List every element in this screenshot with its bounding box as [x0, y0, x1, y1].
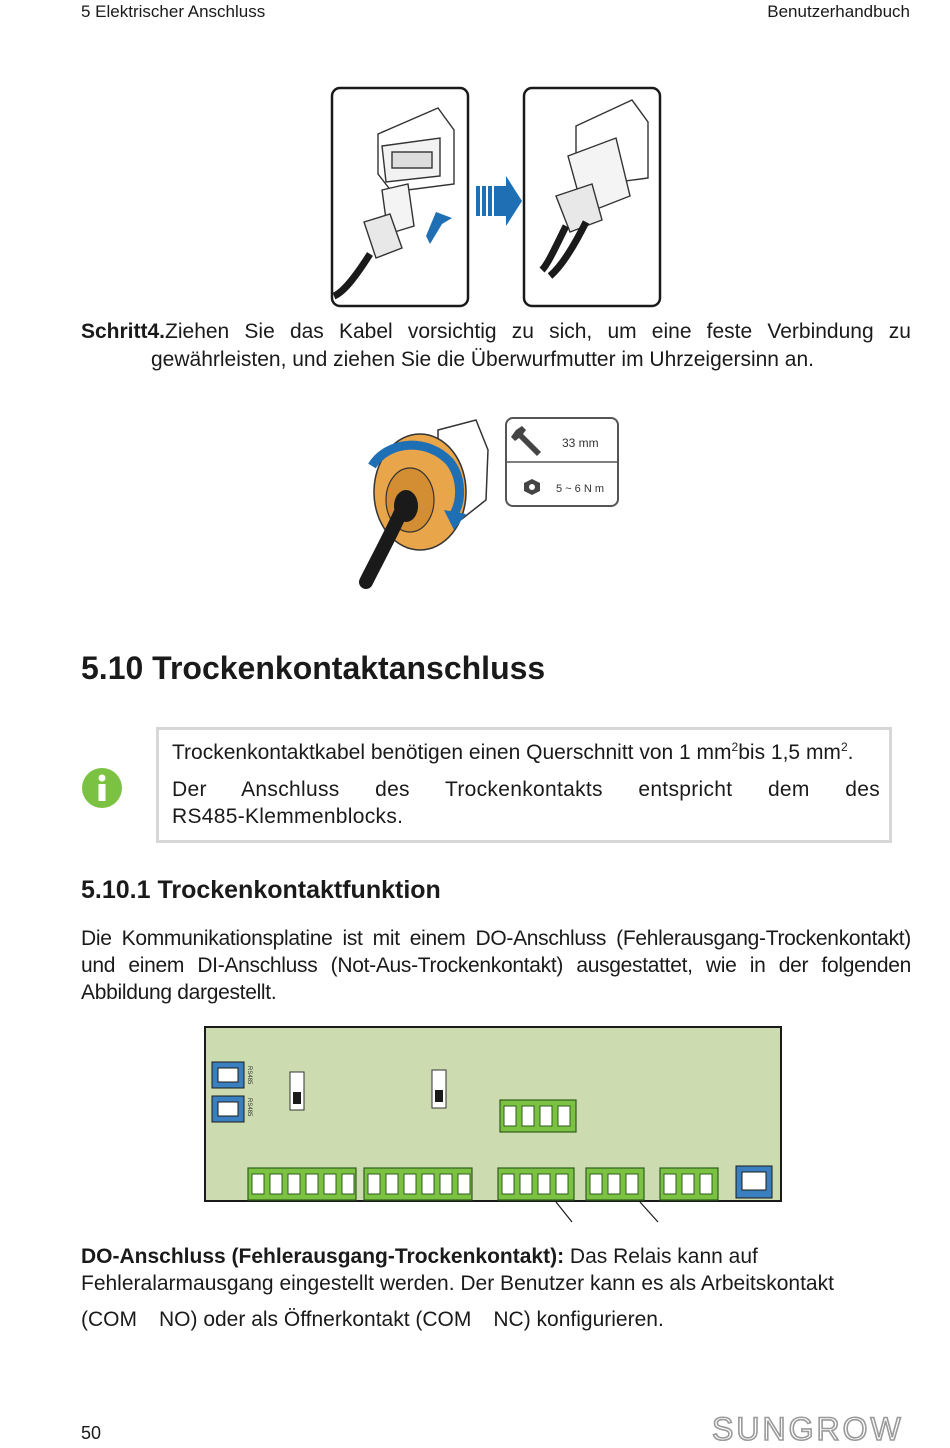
torque-text: 5 ~ 6 N m [556, 483, 604, 495]
rj45-port-icon [212, 1096, 244, 1122]
do-line3: (COM NO) oder als Öffnerkontakt (COM NC) konfigurieren. [81, 1308, 664, 1331]
rs485-label: RS485 [246, 1098, 252, 1117]
page-number: 50 [81, 1423, 102, 1443]
step4-line2: gewährleisten, und ziehen Sie die Überwurfmutter im Uhrzeigersinn an. [151, 348, 814, 371]
step-label: Schritt4. [81, 320, 166, 343]
section-heading: 5.10 Trockenkontaktanschluss [81, 650, 546, 686]
wrench-size-text: 33 mm [562, 436, 599, 450]
communication-board-figure [204, 1026, 784, 1226]
dip-switch-icon [432, 1070, 446, 1108]
note-line2: Der Anschluss des Trockenkontakts entspricht dem des [172, 778, 880, 801]
paragraph-line1: Die Kommunikationsplatine ist mit einem DO-Anschluss (Fehlerausgang-Trockenkontakt) [81, 927, 911, 950]
running-header-title: Benutzerhandbuch [767, 2, 910, 21]
rj45-port-icon [736, 1166, 772, 1198]
do-line2: Fehleralarmausgang eingestellt werden. Der Benutzer kann es als Arbeitskontakt [81, 1272, 834, 1295]
step4-line1: Schritt4.Ziehen Sie das Kabel vorsichtig zu sich, um eine feste Verbindung zu [81, 320, 911, 343]
swivel-nut-figure [358, 410, 620, 590]
subsection-heading: 5.10.1 Trockenkontaktfunktion [81, 876, 441, 904]
paragraph-line2: und einem DI-Anschluss (Not-Aus-Trockenkontakt) ausgestattet, wie in der folgenden [81, 954, 911, 977]
arrow-right-icon [476, 176, 522, 226]
do-label: DO-Anschluss (Fehlerausgang-Trockenkontakt): [81, 1245, 565, 1268]
paragraph-line3: Abbildung dargestellt. [81, 981, 277, 1004]
running-header-chapter: 5 Elektrischer Anschluss [81, 2, 266, 21]
info-icon [81, 767, 123, 809]
svg-text:SUNGROW: SUNGROW [712, 1411, 904, 1444]
note-line3: RS485-Klemmenblocks. [172, 805, 404, 828]
dip-switch-icon [290, 1072, 304, 1110]
rj45-port-icon [212, 1062, 244, 1088]
rs485-label: RS485 [246, 1066, 252, 1085]
note-line1: Trockenkontaktkabel benötigen einen Querschnitt von 1 $mm^2bis$ 1,5 $mm^2$. [172, 740, 854, 764]
do-line1: DO-Anschluss (Fehlerausgang-Trockenkontakt): Das Relais kann auf [81, 1245, 758, 1268]
sungrow-logo [712, 1410, 912, 1444]
rj45-insertion-figure [330, 86, 662, 308]
